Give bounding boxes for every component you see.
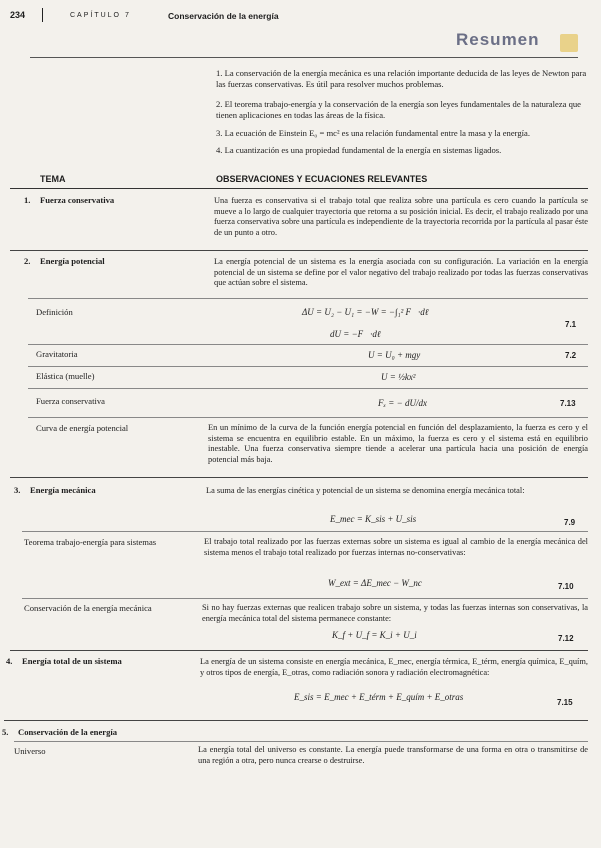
eq-number: 7.2 bbox=[565, 351, 577, 360]
eq-conservative-force: Fₓ = − dU/dx bbox=[378, 398, 427, 408]
topic-label: Energía total de un sistema bbox=[22, 656, 122, 666]
summary-tab-marker bbox=[560, 34, 578, 52]
desc-universe: La energía total del universo es constante. La energía puede transformarse de una forma en otra o transmitirse de una región a otra, pero nunca crearse o destruirse. bbox=[198, 745, 588, 765]
eq-number: 7.10 bbox=[558, 582, 574, 591]
header-divider bbox=[42, 8, 43, 22]
eq-number: 7.12 bbox=[558, 634, 574, 643]
topic-total-energy bbox=[6, 656, 122, 666]
intro-item-1: 1. La conservación de la energía mecánica es una relación importante deducida de las leyes de Newton para las fuerzas conservativas. Es útil para resolver muchos problemas. bbox=[216, 68, 587, 89]
topic-conservative-force bbox=[24, 195, 114, 205]
eq-number: 7.9 bbox=[564, 518, 576, 527]
header-topic: TEMA bbox=[40, 174, 66, 184]
topic-number: 4. bbox=[6, 656, 13, 666]
topic-number: 3. bbox=[14, 485, 21, 495]
desc-mechanical-conservation: Si no hay fuerzas externas que realicen trabajo sobre un sistema, y todas las fuerzas internas son conservativas, la energía mecánica total del sistema permanece constante: bbox=[202, 603, 588, 623]
row-rule bbox=[10, 477, 588, 478]
row-rule bbox=[10, 250, 588, 251]
row-rule bbox=[22, 598, 588, 599]
topic-number: 5. bbox=[2, 727, 9, 737]
header-observations: OBSERVACIONES Y ECUACIONES RELEVANTES bbox=[216, 174, 428, 184]
eq-definition-1: ΔU = U₂ − U₁ = −W = −∫₁² F⃗·dℓ⃗ bbox=[302, 307, 436, 317]
row-rule bbox=[28, 417, 588, 418]
label-potential-curve: Curva de energía potencial bbox=[36, 423, 129, 433]
page-number: 234 bbox=[10, 10, 26, 20]
row-rule bbox=[28, 344, 588, 345]
table-header-rule bbox=[10, 188, 588, 189]
desc-potential-curve: En un mínimo de la curva de la función energía potencial en función del desplazamiento, la fuerza es cero y el sistema se encuentra en equilibrio estable. En un máximo, la fuerza es cero y el sistema está en equilibrio inestable. Una fuerza conservativa siempre tiende a acelerar una partícula hacia una posición de energía potencial más baja. bbox=[208, 423, 588, 464]
desc-work-energy-theorem: El trabajo total realizado por las fuerzas externas sobre un sistema es igual al cambio de la energía mecánica del sistema menos el trabajo total realizado por fuerzas internas no-conservativas: bbox=[204, 537, 588, 557]
intro-item-3: 3. La ecuación de Einstein E₀ = mc² es una relación fundamental entre la masa y la energía. bbox=[216, 128, 531, 138]
topic-energy-conservation bbox=[2, 727, 117, 737]
intro-item-2: 2. El teorema trabajo-energía y la conservación de la energía son leyes fundamentales de la naturaleza que tienen aplicaciones en todas las áreas de la física. bbox=[216, 99, 581, 120]
eq-gravitational: U = U₀ + mgy bbox=[368, 350, 421, 360]
topic-label: Energía potencial bbox=[40, 256, 105, 266]
desc-total-energy: La energía de un sistema consiste en energía mecánica, E_mec, energía térmica, E_térm, energía química, E_quím, y otros tipos de energía, E_otras, como radiación sonora y radiación electromagnética: bbox=[200, 657, 588, 677]
eq-work-energy-theorem: W_ext = ΔE_mec − W_nc bbox=[328, 578, 422, 588]
eq-mechanical-energy: E_mec = K_sis + U_sis bbox=[330, 514, 417, 524]
summary-title: Resumen bbox=[456, 30, 540, 49]
eq-total-energy: E_sis = E_mec + E_térm + E_quím + E_otras bbox=[294, 692, 464, 702]
topic-label: Energía mecánica bbox=[30, 485, 96, 495]
topic-number: 2. bbox=[24, 256, 31, 266]
row-rule bbox=[28, 388, 588, 389]
label-mechanical-conservation: Conservación de la energía mecánica bbox=[24, 603, 152, 613]
eq-number: 7.13 bbox=[560, 399, 576, 408]
intro-item-4: 4. La cuantización es una propiedad fundamental de la energía en sistemas ligados. bbox=[216, 145, 502, 155]
desc-potential-energy: La energía potencial de un sistema es la energía asociada con su configuración. La variación en la energía potencial de un sistema se define por el valor negativo del trabajo realizado por todas las fuerzas conservativas que actúan sobre el sistema. bbox=[214, 257, 588, 288]
desc-mechanical-energy: La suma de las energías cinética y potencial de un sistema se denomina energía mecánica total: bbox=[206, 486, 525, 495]
row-rule bbox=[28, 298, 588, 299]
topic-label: Fuerza conservativa bbox=[40, 195, 115, 205]
desc-conservative-force: Una fuerza es conservativa si el trabajo total que realiza sobre una partícula es cero cuando la partícula se mueve a lo largo de cualquier trayectoria que retorna a su posición inicial. Es decir, el trabajo realizado por una fuerza conservativa sobre una partícula es independiente de la trayectoria recorrida por la partícula al pasar éste de un punto a otro. bbox=[214, 196, 588, 237]
label-conservative-force-eq: Fuerza conservativa bbox=[36, 396, 105, 406]
eq-number: 7.15 bbox=[557, 698, 573, 707]
label-elastic: Elástica (muelle) bbox=[36, 371, 95, 381]
chapter-label: CAPÍTULO 7 bbox=[70, 12, 131, 19]
label-universe: Universo bbox=[14, 746, 46, 756]
eq-mechanical-conservation: K_f + U_f = K_i + U_i bbox=[332, 630, 417, 640]
label-gravitational: Gravitatoria bbox=[36, 349, 78, 359]
topic-potential-energy bbox=[24, 256, 105, 266]
eq-number: 7.1 bbox=[565, 320, 577, 329]
topic-mechanical-energy bbox=[14, 485, 96, 495]
row-rule bbox=[10, 650, 588, 651]
eq-definition-2: dU = −F⃗·dℓ⃗ bbox=[330, 329, 388, 339]
label-definition: Definición bbox=[36, 307, 73, 317]
header-rule bbox=[30, 57, 578, 58]
row-rule bbox=[28, 366, 588, 367]
chapter-title: Conservación de la energía bbox=[168, 11, 279, 21]
topic-number: 1. bbox=[24, 195, 31, 205]
row-rule bbox=[14, 741, 588, 742]
eq-elastic: U = ½kx² bbox=[381, 372, 416, 382]
row-rule bbox=[22, 531, 588, 532]
topic-label: Conservación de la energía bbox=[18, 727, 118, 737]
row-rule bbox=[4, 720, 588, 721]
label-work-energy-theorem: Teorema trabajo-energía para sistemas bbox=[24, 537, 157, 547]
